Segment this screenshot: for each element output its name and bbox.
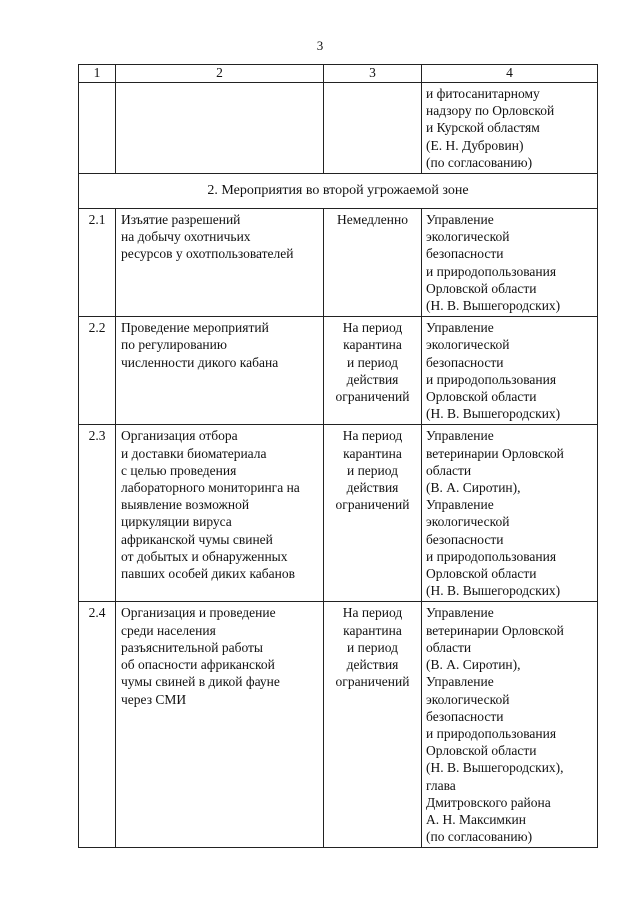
cell-line: и период	[346, 462, 399, 478]
header-row	[79, 65, 598, 83]
cell-line: Управление	[426, 605, 494, 621]
cell-line: (В. А. Сиротин),	[426, 480, 521, 496]
cell-line: Проведение мероприятий	[121, 320, 269, 336]
table-row	[79, 317, 598, 425]
cell-line: и природопользования	[426, 371, 557, 387]
cell-line: разъяснительной работы	[121, 639, 263, 655]
cell-line: Орловской области	[426, 389, 537, 405]
cell-line: надзору по Орловской	[426, 103, 555, 119]
cell-line: (В. А. Сиротин),	[426, 657, 521, 673]
cell-line: и Курской областям	[426, 120, 540, 136]
responsible-cell	[422, 317, 598, 425]
cell-line: действия	[346, 480, 399, 496]
cell-line: безопасности	[426, 531, 504, 547]
cell-line: Управление	[426, 212, 494, 228]
cell-line: (по согласованию)	[426, 154, 533, 170]
cell-line: На период	[342, 428, 403, 444]
cell-line: карантина	[343, 445, 402, 461]
cell-line: по регулированию	[121, 337, 227, 353]
cell-line: области	[426, 639, 472, 655]
cell-line: лабораторного мониторинга на	[121, 480, 300, 496]
header-col-4: 4	[422, 65, 598, 83]
cell-line: и доставки биоматериала	[121, 445, 267, 461]
cell-line: Изъятие разрешений	[121, 212, 241, 228]
cell-line: (Е. Н. Дубровин)	[426, 137, 524, 153]
cell-line: глава	[426, 777, 456, 793]
cell-line: павших особей диких кабанов	[121, 566, 296, 582]
cell-line: На период	[342, 605, 403, 621]
cell-line: экологической	[426, 514, 510, 530]
cell-line: на добычу охотничьих	[121, 229, 251, 245]
cell-line: через СМИ	[121, 691, 187, 707]
section-title: 2. Мероприятия во второй угрожаемой зоне	[79, 174, 598, 209]
responsible-cell	[422, 83, 598, 174]
period-cell	[324, 602, 422, 848]
period-cell	[324, 209, 422, 317]
cell-line: и период	[346, 354, 399, 370]
cell-line: Немедленно	[337, 212, 408, 228]
header-col-3: 3	[324, 65, 422, 83]
cell-line: чумы свиней в дикой фауне	[121, 674, 280, 690]
measures-table	[78, 64, 598, 848]
cell-line: (Н. В. Вышегородских)	[426, 406, 561, 422]
cell-line: действия	[346, 371, 399, 387]
cell-line: (Н. В. Вышегородских)	[426, 298, 561, 314]
cell-line: Организация отбора	[121, 428, 238, 444]
cell-line: Орловской области	[426, 566, 537, 582]
cell-line: выявление возможной	[121, 497, 250, 513]
cell-line: Орловской области	[426, 280, 537, 296]
period-cell	[324, 425, 422, 602]
row-number	[79, 83, 116, 174]
measure-cell	[116, 317, 324, 425]
measure-cell	[116, 83, 324, 174]
table-row	[79, 602, 598, 848]
row-number: 2.1	[79, 209, 116, 317]
section-row	[79, 174, 598, 209]
cell-line: и период	[346, 639, 399, 655]
measure-cell	[116, 209, 324, 317]
cell-line: и природопользования	[426, 725, 557, 741]
period-cell	[324, 317, 422, 425]
cell-line: карантина	[343, 622, 402, 638]
cell-line: Управление	[426, 428, 494, 444]
cell-line: с целью проведения	[121, 462, 237, 478]
table-row	[79, 425, 598, 602]
cell-line: области	[426, 462, 472, 478]
cell-line: и природопользования	[426, 263, 557, 279]
cell-line: Управление	[426, 674, 494, 690]
cell-line: ветеринарии Орловской	[426, 622, 564, 638]
cell-line: циркуляции вируса	[121, 514, 232, 530]
cell-line: численности дикого кабана	[121, 354, 279, 370]
cell-line: ограничений	[335, 389, 410, 405]
cell-line: безопасности	[426, 246, 504, 262]
continuation-row	[79, 83, 598, 174]
cell-line: ресурсов у охотпользователей	[121, 246, 294, 262]
responsible-cell	[422, 209, 598, 317]
cell-line: экологической	[426, 691, 510, 707]
cell-line: безопасности	[426, 354, 504, 370]
row-number: 2.4	[79, 602, 116, 848]
cell-line: от добытых и обнаруженных	[121, 548, 288, 564]
cell-line: Организация и проведение	[121, 605, 276, 621]
row-number: 2.3	[79, 425, 116, 602]
header-col-1: 1	[79, 65, 116, 83]
cell-line: и природопользования	[426, 548, 557, 564]
row-number: 2.2	[79, 317, 116, 425]
cell-line: Дмитровского района	[426, 794, 551, 810]
cell-line: экологической	[426, 337, 510, 353]
responsible-cell	[422, 602, 598, 848]
cell-line: На период	[342, 320, 403, 336]
cell-line: Управление	[426, 320, 494, 336]
cell-line: (Н. В. Вышегородских),	[426, 760, 564, 776]
cell-line: ограничений	[335, 674, 410, 690]
cell-line: (Н. В. Вышегородских)	[426, 583, 561, 599]
cell-line: Управление	[426, 497, 494, 513]
cell-line: среди населения	[121, 622, 216, 638]
responsible-cell	[422, 425, 598, 602]
measure-cell	[116, 602, 324, 848]
cell-line: африканской чумы свиней	[121, 531, 273, 547]
cell-line: А. Н. Максимкин	[426, 811, 526, 827]
cell-line: карантина	[343, 337, 402, 353]
table-row	[79, 209, 598, 317]
measure-cell	[116, 425, 324, 602]
cell-line: (по согласованию)	[426, 829, 533, 845]
header-col-2: 2	[116, 65, 324, 83]
cell-line: ветеринарии Орловской	[426, 445, 564, 461]
cell-line: безопасности	[426, 708, 504, 724]
cell-line: действия	[346, 657, 399, 673]
cell-line: об опасности африканской	[121, 657, 275, 673]
cell-line: Орловской области	[426, 743, 537, 759]
cell-line: ограничений	[335, 497, 410, 513]
period-cell	[324, 83, 422, 174]
cell-line: экологической	[426, 229, 510, 245]
page-number: 3	[316, 38, 324, 53]
cell-line: и фитосанитарному	[426, 86, 540, 101]
